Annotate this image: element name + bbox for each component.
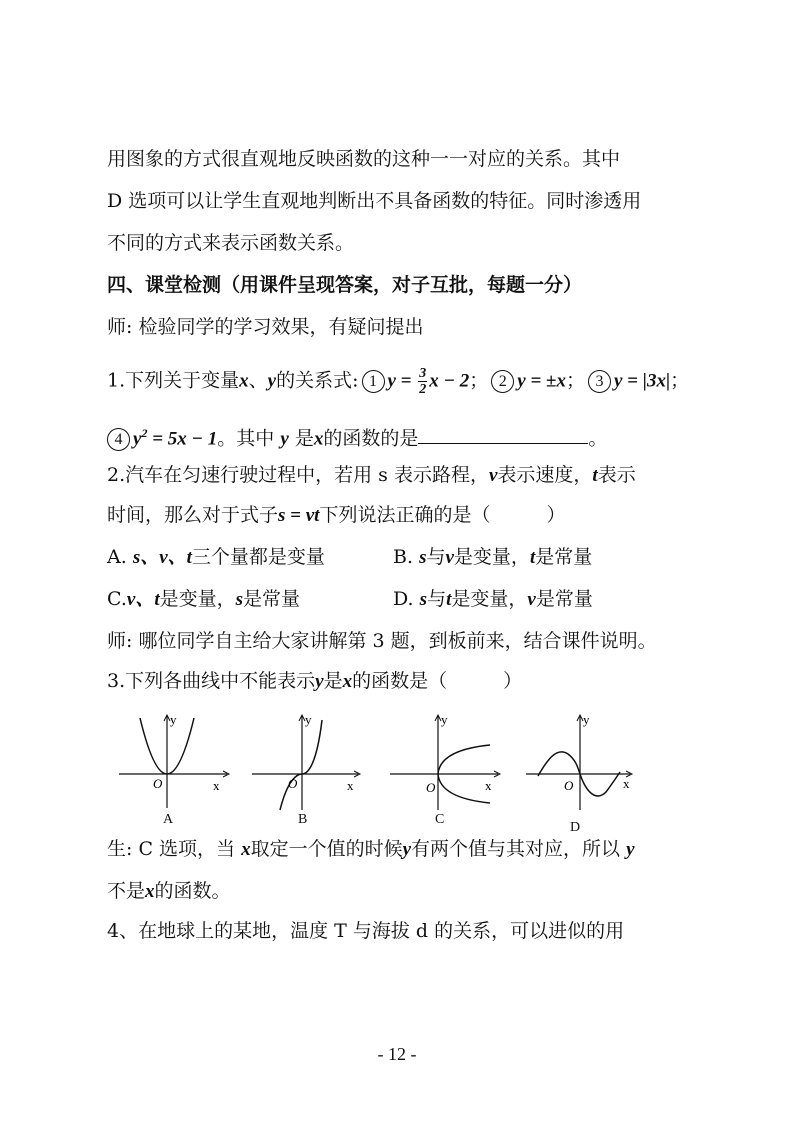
q2-line1-a: 2.汽车在匀速行驶过程中，若用 s 表示路程， (107, 464, 489, 486)
option-a-vars: s、v、t (132, 547, 192, 568)
q3-text-d: ） (503, 670, 523, 692)
teacher-line-1: 师: 检验同学的学习效果，有疑问提出 (107, 316, 424, 338)
graph-d-label: D (570, 820, 581, 835)
student-var-x: x (241, 839, 251, 860)
circled-number-2: 2 (491, 370, 514, 393)
eq1-numerator: 3 (419, 366, 427, 381)
option-b-s: s (419, 547, 427, 568)
student-line-2 (107, 878, 231, 905)
option-d-label: D. (393, 588, 414, 610)
page-number: - 12 - (377, 1044, 417, 1064)
graph-b-x-label: x (347, 778, 354, 793)
eq1-right: x − 2 (429, 370, 470, 392)
graph-c-label: C (435, 812, 445, 827)
q1-mid: 的关系式: (276, 369, 359, 392)
option-b-t: t (529, 547, 536, 568)
question-1-line-1 (107, 366, 689, 397)
graph-d-y-label: y (583, 712, 590, 727)
circled-number-3: 3 (588, 370, 611, 393)
eq3: y = |3x| (614, 370, 671, 392)
student-line-a: 生: C 选项，当 (107, 838, 236, 860)
option-c-a: 是变量， (159, 588, 236, 610)
option-b-mid: 与 (426, 546, 446, 568)
intro-line-1: 用图象的方式很直观地反映函数的这种一一对应的关系。其中 (107, 148, 621, 170)
student-line-e: 的函数。 (154, 880, 231, 902)
graph-a (115, 712, 235, 812)
q2-var-t: t (592, 465, 598, 486)
graph-a-x-label: x (213, 778, 220, 793)
question-2-option-c (107, 586, 300, 613)
eq4-base: y (133, 428, 142, 450)
q3-var-x: x (342, 671, 353, 692)
question-1-line-2 (107, 420, 607, 452)
option-a-text: 三个量都是变量 (191, 546, 325, 568)
question-2-line-2 (107, 502, 565, 529)
q3-var-y: y (315, 671, 324, 692)
q1-tail-y: y (280, 428, 289, 450)
question-2-line-1 (107, 462, 636, 489)
q2-equation: s = vt (278, 505, 320, 526)
question-3-text (107, 668, 522, 695)
question-4-line: 4、在地球上的某地，温度 T 与海拔 d 的关系，可以进似的用 (107, 920, 625, 942)
graph-c-x-label: x (485, 778, 492, 793)
eq4-right: = 5x − 1 (147, 428, 218, 450)
graph-a-y-label: y (170, 712, 177, 727)
graph-c-origin: O (426, 780, 436, 795)
student-var-y2: y (626, 839, 635, 860)
option-d-a: 是变量， (451, 588, 528, 610)
q1-prefix: 1.下列关于变量 (107, 369, 240, 392)
q2-line1-b: 表示速度， (497, 464, 593, 486)
q2-line2-b: 下列说法正确的是（ (319, 504, 491, 526)
option-d-b: 是常量 (535, 588, 593, 610)
q1-tail-2: 是 (294, 427, 314, 450)
option-a-label: A. (107, 546, 127, 568)
q1-semicolon-2: ； (565, 369, 585, 392)
q1-tail-3: 的函数的是 (323, 427, 419, 450)
graph-b-label: B (298, 812, 308, 827)
q1-tail-1: 。其中 (217, 427, 275, 450)
section-heading: 四、课堂检测（用课件呈现答案，对子互批，每题一分） (107, 274, 583, 296)
student-var-x2: x (145, 881, 155, 902)
circled-number-4: 4 (107, 428, 130, 451)
eq4-exponent: 2 (141, 426, 148, 440)
q2-line2-c: ） (546, 504, 566, 526)
option-c-s: s (235, 589, 244, 610)
student-var-y: y (402, 839, 412, 860)
graph-d-origin: O (564, 778, 574, 793)
circled-number-1: 1 (362, 370, 385, 393)
question-2-option-a (107, 544, 325, 571)
student-line-d: 不是 (107, 880, 146, 902)
graph-d (524, 712, 644, 812)
graph-a-label: A (163, 812, 174, 827)
eq1-fraction (418, 366, 427, 397)
graph-d-x-label: x (623, 776, 630, 791)
option-b-v: v (445, 547, 454, 568)
option-d-t: t (446, 589, 452, 610)
graph-b-y-label: y (305, 712, 312, 727)
q2-var-v: v (488, 465, 498, 486)
question-2-option-b (393, 544, 592, 571)
option-d-s: s (419, 589, 428, 610)
answer-blank[interactable] (418, 425, 588, 444)
graph-b (250, 712, 370, 812)
q3-text-a: 3.下列各曲线中不能表示 (107, 670, 316, 692)
graph-b-origin: O (288, 776, 298, 791)
q1-semicolon-3: ； (670, 369, 690, 392)
q2-line2-a: 时间，那么对于式子 (107, 504, 279, 526)
graph-c (388, 712, 508, 812)
q1-var-y: y (267, 370, 277, 392)
q3-text-c: 的函数是（ (352, 670, 448, 692)
q1-semicolon-1: ； (469, 369, 489, 392)
option-c-label: C. (107, 588, 127, 610)
eq2: y = ±x (517, 370, 566, 392)
teacher-line-2: 师: 哪位同学自主给大家讲解第 3 题，到板前来，结合课件说明。 (107, 630, 657, 652)
q2-line1-c: 表示 (597, 464, 636, 486)
intro-line-2: D 选项可以让学生直观地判断出不具备函数的特征。同时渗透用 (107, 190, 642, 212)
eq1-denominator: 2 (419, 382, 427, 397)
q3-text-b: 是 (323, 670, 343, 692)
option-d-mid: 与 (427, 588, 447, 610)
option-b-label: B. (393, 546, 414, 568)
student-line-c: 有两个值与其对应，所以 (411, 838, 621, 860)
option-d-v: v (527, 589, 536, 610)
graph-c-y-label: y (441, 712, 448, 727)
graph-a-origin: O (153, 776, 163, 791)
eq1-left: y = (387, 370, 417, 392)
q1-var-x: x (239, 370, 249, 392)
option-b-b: 是常量 (535, 546, 593, 568)
q1-tail-4: 。 (588, 427, 608, 450)
q1-sep: 、 (248, 369, 268, 392)
q1-tail-x: x (313, 428, 324, 450)
option-c-vars: v、t (126, 589, 160, 610)
intro-line-3: 不同的方式来表示函数关系。 (107, 232, 355, 254)
student-line-1 (107, 836, 635, 863)
student-line-b: 取定一个值的时候 (250, 838, 403, 860)
option-c-b: 是常量 (243, 588, 301, 610)
option-b-a: 是变量， (453, 546, 530, 568)
question-2-option-d (393, 586, 593, 613)
